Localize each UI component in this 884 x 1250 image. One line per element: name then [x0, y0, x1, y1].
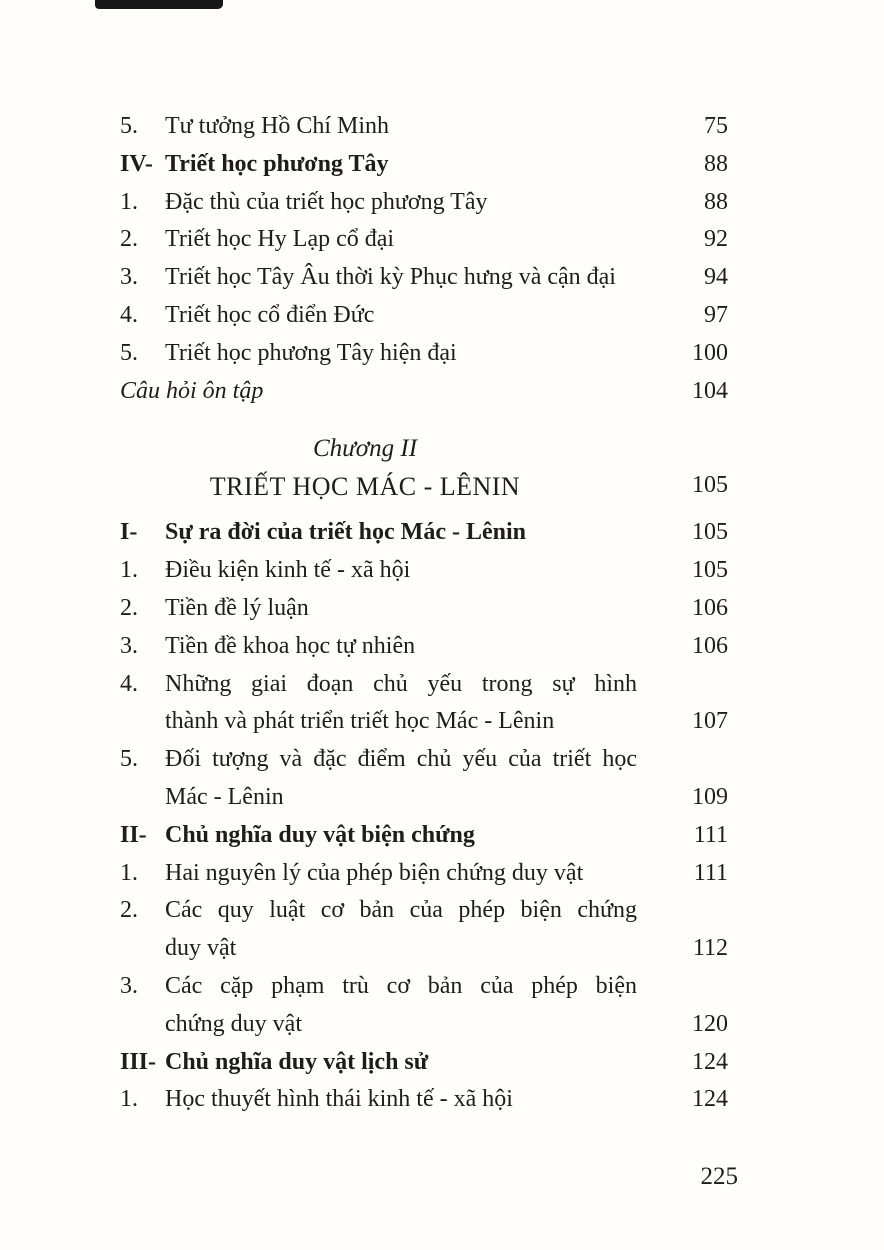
entry-number: III-	[120, 1048, 157, 1075]
entry-page-number: 106	[692, 594, 728, 621]
entry-title	[165, 297, 374, 335]
entry-page-number: 112	[692, 935, 728, 962]
entry-title	[165, 666, 637, 742]
entry-title-line: Đối tượng và đặc điểm chủ yếu của triết học	[165, 746, 637, 773]
toc-entry	[120, 108, 728, 146]
entry-title	[165, 1044, 428, 1082]
entry-page-number: 94	[704, 264, 728, 291]
entry-number: 2.	[120, 897, 138, 924]
entry-title-line: Điều kiện kinh tế - xã hội	[165, 557, 411, 584]
entry-page-number: 75	[704, 113, 728, 139]
entry-page-number: 105	[692, 519, 728, 546]
entry-page-number: 104	[692, 377, 728, 404]
entry-title	[165, 108, 389, 146]
toc-entry	[120, 855, 728, 893]
entry-page-number: 124	[692, 1086, 728, 1113]
entry-title-line: Triết học phương Tây hiện đại	[165, 339, 457, 366]
entry-title	[165, 259, 616, 297]
entry-title	[165, 184, 488, 222]
entry-number: 5.	[120, 746, 138, 773]
toc-section-upper	[120, 108, 728, 410]
entry-title	[165, 741, 637, 817]
page-number-footer: 225	[700, 1163, 738, 1190]
entry-title	[165, 628, 415, 666]
toc-entry	[120, 968, 728, 1044]
entry-title-line: Các quy luật cơ bản của phép biện chứng	[165, 897, 637, 924]
entry-title	[165, 552, 410, 590]
table-of-contents	[120, 108, 728, 1119]
entry-title-line: Câu hỏi ôn tập	[120, 377, 264, 404]
entry-number: I-	[120, 519, 138, 546]
entry-page-number: 120	[692, 1010, 728, 1037]
entry-number: 4.	[120, 670, 138, 697]
toc-entry	[120, 552, 728, 590]
entry-title-line: Triết học Hy Lạp cổ đại	[165, 226, 395, 253]
toc-entry	[120, 590, 728, 628]
entry-number: 1.	[120, 188, 138, 215]
toc-entry	[120, 666, 728, 742]
entry-page-number: 109	[692, 783, 728, 810]
entry-title	[165, 892, 637, 968]
entry-title	[165, 335, 457, 373]
entry-title-line: Tiền đề khoa học tự nhiên	[165, 632, 416, 659]
entry-number: 5.	[120, 113, 138, 139]
entry-number: 3.	[120, 264, 138, 291]
toc-entry	[120, 628, 728, 666]
entry-page-number: 107	[692, 708, 728, 735]
entry-title-line: Triết học phương Tây	[165, 150, 389, 177]
entry-page-number: 124	[692, 1048, 728, 1075]
toc-entry	[120, 335, 728, 373]
entry-title	[165, 514, 526, 552]
entry-title-line: duy vật	[165, 935, 237, 962]
toc-entry	[120, 297, 728, 335]
entry-title-line: Tiền đề lý luận	[165, 594, 309, 621]
entry-number: 4.	[120, 301, 138, 328]
toc-section-lower	[120, 514, 728, 1119]
entry-title-line: Chủ nghĩa duy vật biện chứng	[165, 821, 475, 848]
entry-number: 3.	[120, 972, 138, 999]
chapter-number-label: Chương II	[312, 435, 418, 463]
entry-title-line: Những giai đoạn chủ yếu trong sự hình	[165, 670, 637, 697]
entry-title-line: Chủ nghĩa duy vật lịch sử	[165, 1048, 429, 1075]
entry-page-number: 105	[692, 557, 728, 584]
entry-page-number: 100	[692, 339, 728, 366]
entry-number: 1.	[120, 557, 138, 584]
entry-page-number: 111	[693, 859, 728, 886]
entry-number: 1.	[120, 1086, 138, 1113]
chapter-page-number: 105	[692, 471, 728, 498]
entry-title-line: Triết học cổ điển Đức	[165, 301, 375, 328]
toc-entry	[120, 1081, 728, 1119]
entry-title	[165, 1081, 513, 1119]
toc-entry	[120, 1044, 728, 1082]
entry-title	[165, 221, 394, 259]
entry-number: IV-	[120, 150, 153, 177]
entry-title	[165, 590, 309, 628]
chapter-heading	[120, 430, 728, 506]
entry-page-number: 92	[704, 226, 728, 253]
toc-entry	[120, 221, 728, 259]
scan-artifact-bar	[95, 0, 223, 9]
entry-title-line: Sự ra đời của triết học Mác - Lênin	[165, 519, 526, 546]
toc-entry	[120, 514, 728, 552]
toc-entry	[120, 184, 728, 222]
entry-title	[165, 146, 389, 184]
entry-number: II-	[120, 821, 147, 848]
entry-number: 2.	[120, 594, 138, 621]
entry-title-line: Hai nguyên lý của phép biện chứng duy vật	[165, 859, 584, 886]
entry-title-line: Mác - Lênin	[165, 783, 284, 810]
entry-page-number: 97	[704, 301, 728, 328]
chapter-heading-center	[120, 430, 610, 506]
toc-entry	[120, 892, 728, 968]
toc-entry	[120, 373, 728, 411]
entry-title-line: chứng duy vật	[165, 1010, 302, 1037]
entry-title-line: Các cặp phạm trù cơ bản của phép biện	[165, 972, 637, 999]
entry-page-number: 88	[704, 188, 728, 215]
toc-entry	[120, 741, 728, 817]
entry-number: 5.	[120, 339, 138, 366]
chapter-title: TRIẾT HỌC MÁC - LÊNIN	[209, 472, 521, 502]
entry-title-line: thành và phát triển triết học Mác - Lênin	[165, 708, 555, 735]
entry-title	[120, 373, 263, 411]
entry-title	[165, 855, 583, 893]
entry-number: 1.	[120, 859, 138, 886]
entry-title-line: Học thuyết hình thái kinh tế - xã hội	[165, 1086, 513, 1113]
entry-number: 2.	[120, 226, 138, 253]
entry-page-number: 88	[704, 150, 728, 177]
toc-entry	[120, 817, 728, 855]
entry-title-line: Tư tưởng Hồ Chí Minh	[165, 113, 390, 139]
entry-page-number: 111	[693, 821, 728, 848]
entry-title-line: Đặc thù của triết học phương Tây	[165, 188, 488, 215]
toc-entry	[120, 146, 728, 184]
toc-entry	[120, 259, 728, 297]
entry-title	[165, 817, 475, 855]
entry-number: 3.	[120, 632, 138, 659]
entry-page-number: 106	[692, 632, 728, 659]
entry-title	[165, 968, 637, 1044]
entry-title-line: Triết học Tây Âu thời kỳ Phục hưng và cận đại	[165, 264, 616, 291]
